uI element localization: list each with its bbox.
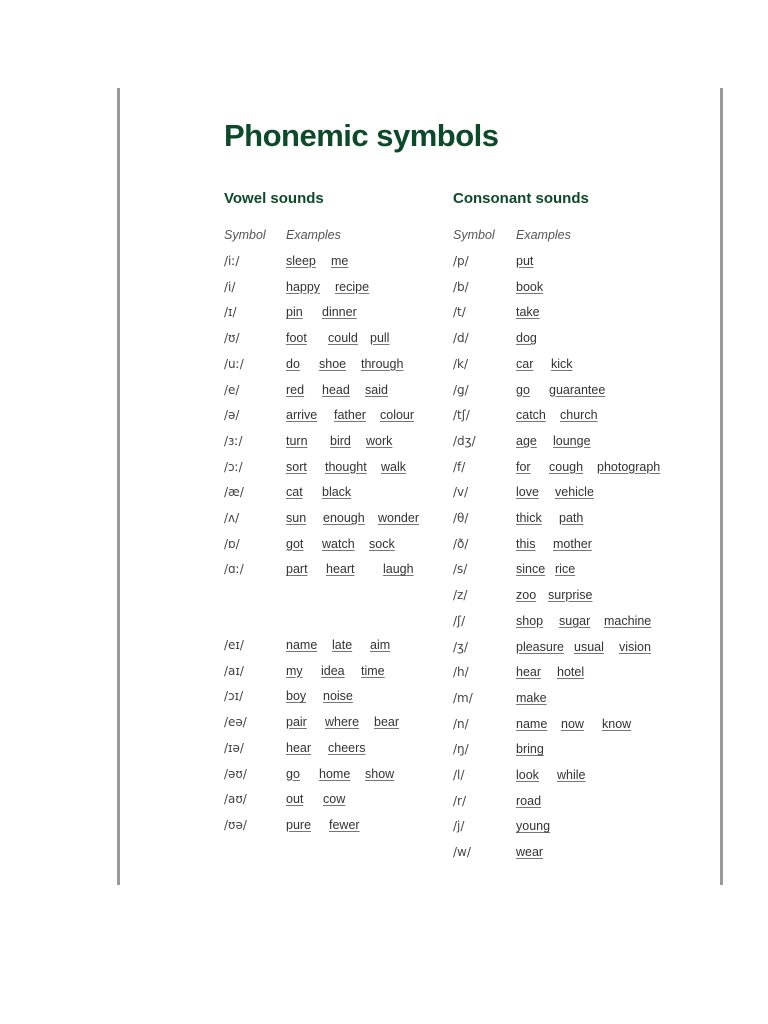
vowel-symbol: /ɑː/ [224, 562, 244, 577]
vowel-example-word: head [322, 382, 350, 397]
consonant-symbol: /dʒ/ [453, 433, 476, 448]
consonant-example-word: bring [516, 742, 544, 757]
consonant-example-word: usual [574, 639, 604, 654]
diphthong-example-word: go [286, 766, 300, 781]
diphthong-example-word: out [286, 792, 304, 807]
consonant-example-word: now [561, 716, 584, 731]
diphthong-example-word: bear [374, 715, 400, 730]
consonant-symbol: /w/ [453, 845, 471, 860]
vowel-example-word: thought [325, 459, 367, 474]
diphthong-symbol: /eə/ [224, 715, 247, 730]
diphthong-example-word: late [332, 638, 353, 652]
consonant-symbol: /ʒ/ [453, 639, 469, 654]
diphthong-symbol: /aɪ/ [224, 663, 244, 678]
diphthong-example-word: cheers [328, 740, 366, 755]
vowel-example-word: sleep [286, 254, 316, 268]
vowel-example-word: cat [286, 485, 303, 500]
diphthong-example-word: pure [286, 817, 312, 832]
consonant-row [453, 665, 693, 685]
vowel-example-word: bird [330, 433, 351, 448]
diphthong-row [224, 741, 464, 761]
vowel-row [224, 254, 464, 274]
vowel-symbol: /iː/ [224, 254, 240, 268]
consonant-row [453, 331, 693, 351]
vowel-example-word: foot [286, 331, 307, 346]
consonant-row [453, 254, 693, 274]
consonant-example-word: since [516, 562, 546, 577]
diphthong-example-word: name [286, 638, 318, 652]
consonant-symbol: /tʃ/ [453, 408, 470, 423]
consonant-row [453, 357, 693, 377]
vowel-example-word: walk [381, 459, 407, 474]
vowel-example-word: happy [286, 279, 321, 294]
consonant-symbol: /r/ [453, 793, 467, 808]
consonant-example-word: hotel [557, 665, 585, 680]
consonant-symbol: /z/ [453, 588, 468, 603]
vowel-example-word: enough [323, 511, 365, 525]
diphthong-row [224, 767, 464, 787]
diphthong-symbol: /aʊ/ [224, 792, 247, 807]
page-title: Phonemic symbols [224, 118, 499, 153]
diphthong-symbol: /ʊə/ [224, 817, 247, 832]
diphthong-row [224, 664, 464, 684]
consonant-symbol: /θ/ [453, 511, 469, 525]
diphthong-example-word: cow [323, 792, 346, 807]
consonant-row [453, 845, 693, 865]
vowel-symbol: /ɪ/ [224, 305, 237, 320]
consonant-row [453, 434, 693, 454]
consonant-row [453, 408, 693, 428]
page-border-right [720, 88, 723, 885]
vowel-example-word: part [286, 562, 308, 577]
consonant-row [453, 768, 693, 788]
consonant-example-word: age [516, 433, 537, 448]
vowel-sounds-heading: Vowel sounds [224, 190, 324, 207]
diphthong-symbol: /eɪ/ [224, 638, 244, 652]
consonant-example-word: cough [549, 459, 584, 474]
vowel-example-word: heart [326, 562, 355, 577]
consonant-example-word: vehicle [555, 485, 594, 500]
consonant-symbol: /p/ [453, 254, 469, 268]
vowel-example-word: arrive [286, 408, 318, 423]
consonant-example-word: machine [604, 613, 652, 628]
vowel-example-word: shoe [319, 356, 347, 371]
vowel-row [224, 383, 464, 403]
diphthong-row [224, 638, 464, 658]
vowel-example-word: watch [322, 536, 355, 551]
vowel-row [224, 562, 464, 582]
vowel-example-word: sock [369, 536, 395, 551]
diphthong-symbol: /əʊ/ [224, 766, 247, 781]
vowel-symbol: /ɜː/ [224, 433, 243, 448]
diphthong-row [224, 818, 464, 838]
vowel-example-word: pull [370, 331, 390, 346]
vowel-example-word: got [286, 536, 304, 551]
vowel-example-word: me [331, 254, 349, 268]
vowel-example-word: work [366, 433, 393, 448]
consonant-symbol: /ð/ [453, 536, 469, 551]
vowel-example-word: pin [286, 305, 303, 320]
consonant-symbol: /m/ [453, 690, 473, 705]
consonant-row [453, 383, 693, 403]
consonant-example-word: young [516, 819, 551, 834]
diphthong-row [224, 715, 464, 735]
vowel-symbol: /i/ [224, 279, 236, 294]
consonant-example-word: this [516, 536, 536, 551]
consonant-row [453, 460, 693, 480]
diphthong-example-word: where [325, 715, 360, 730]
consonant-sounds-heading: Consonant sounds [453, 190, 589, 207]
consonant-row [453, 614, 693, 634]
vowel-row [224, 460, 464, 480]
diphthong-example-word: home [319, 766, 351, 781]
consonant-symbol: /b/ [453, 279, 469, 294]
vowel-row [224, 511, 464, 531]
consonant-example-word: name [516, 716, 548, 731]
consonant-example-word: kick [551, 356, 573, 371]
vowel-row [224, 331, 464, 351]
vowel-symbol: /ɒ/ [224, 536, 240, 551]
consonant-symbol: /v/ [453, 485, 469, 500]
consonant-row [453, 742, 693, 762]
consonant-symbol: /s/ [453, 562, 468, 577]
vowel-symbol: /e/ [224, 382, 240, 397]
vowel-example-word: through [361, 356, 404, 371]
vowel-row [224, 434, 464, 454]
consonant-example-word: path [559, 511, 584, 525]
consonant-example-word: for [516, 459, 531, 474]
consonant-symbol: /ŋ/ [453, 742, 469, 757]
consonant-example-word: dog [516, 331, 537, 346]
diphthong-example-word: hear [286, 740, 312, 755]
vowel-row [224, 305, 464, 325]
consonant-example-word: car [516, 356, 534, 371]
consonant-symbol: /d/ [453, 331, 469, 346]
diphthong-example-word: fewer [329, 817, 360, 832]
consonant-example-word: vision [619, 639, 651, 654]
vowel-example-word: black [322, 485, 352, 500]
vowel-example-word: red [286, 382, 305, 397]
diphthong-row [224, 792, 467, 812]
diphthong-example-word: idea [321, 663, 345, 678]
vowel-row [224, 280, 464, 300]
diphthong-example-word: time [361, 663, 385, 678]
consonant-symbol: /j/ [453, 819, 465, 834]
consonant-symbol: /l/ [453, 768, 465, 782]
consonant-example-word: hear [516, 665, 542, 680]
consonant-example-word: look [516, 768, 539, 782]
consonant-example-word: lounge [553, 433, 591, 448]
vowel-symbol: /ʌ/ [224, 511, 240, 525]
vowel-example-word: could [328, 331, 358, 346]
diphthong-example-word: aim [370, 638, 391, 652]
consonant-symbol: /g/ [453, 382, 469, 397]
consonant-row [453, 794, 693, 814]
consonant-row [453, 819, 693, 839]
consonant-example-word: rice [555, 562, 576, 577]
consonant-example-word: zoo [516, 588, 537, 603]
vowel-symbol: /æ/ [224, 485, 244, 500]
consonant-row [453, 640, 693, 660]
consonant-example-word: make [516, 690, 547, 705]
consonant-example-word: surprise [548, 588, 593, 603]
vowel-symbol: /uː/ [224, 356, 244, 371]
diphthong-symbol: /ɪə/ [224, 740, 244, 755]
diphthong-example-word: my [286, 663, 303, 678]
vowel-symbol: /ɔː/ [224, 459, 243, 474]
vowel-row [224, 357, 464, 377]
consonant-example-word: take [516, 305, 540, 320]
vowel-example-word: turn [286, 433, 308, 448]
consonant-example-word: thick [516, 511, 542, 525]
consonant-example-word: know [602, 716, 632, 731]
consonant-example-word: mother [553, 536, 592, 551]
consonant-row [453, 588, 693, 608]
consonant-example-word: go [516, 382, 530, 397]
vowel-example-word: do [286, 356, 300, 371]
diphthong-example-word: boy [286, 689, 307, 704]
consonant-row [453, 485, 693, 505]
consonant-row [453, 537, 693, 557]
vowel-example-word: colour [380, 408, 415, 423]
vowel-example-word: sun [286, 511, 307, 525]
consonant-examples-header: Examples [516, 228, 571, 242]
consonant-example-word: love [516, 485, 539, 500]
consonant-symbol: /k/ [453, 356, 469, 371]
consonant-example-word: sugar [559, 613, 591, 628]
consonant-row [453, 717, 693, 737]
consonant-example-word: catch [516, 408, 546, 423]
consonant-example-word: church [560, 408, 598, 423]
consonant-example-word: photograph [597, 459, 661, 474]
consonant-row [453, 562, 693, 582]
vowel-symbol-header: Symbol [224, 228, 266, 242]
consonant-example-word: while [557, 768, 586, 782]
consonant-symbol: /ʃ/ [453, 613, 466, 628]
consonant-example-word: put [516, 254, 534, 268]
consonant-symbol: /h/ [453, 665, 469, 680]
vowel-row [224, 537, 464, 557]
consonant-symbol: /t/ [453, 305, 466, 320]
consonant-row [453, 280, 693, 300]
consonant-example-word: guarantee [549, 382, 606, 397]
vowel-example-word: dinner [322, 305, 357, 320]
vowel-example-word: said [365, 382, 388, 397]
consonant-example-word: road [516, 793, 542, 808]
vowel-example-word: wonder [378, 511, 419, 525]
diphthong-example-word: pair [286, 715, 307, 730]
vowel-examples-header: Examples [286, 228, 341, 242]
vowel-example-word: recipe [335, 279, 370, 294]
page-border-left [117, 88, 120, 885]
consonant-row [453, 511, 693, 531]
vowel-example-word: sort [286, 459, 307, 474]
consonant-row [453, 305, 693, 325]
diphthong-example-word: show [365, 766, 395, 781]
consonant-example-word: wear [516, 845, 544, 860]
consonant-example-word: book [516, 279, 544, 294]
consonant-symbol: /n/ [453, 716, 469, 731]
vowel-example-word: father [334, 408, 366, 423]
vowel-symbol: /ʊ/ [224, 331, 240, 346]
consonant-symbol-header: Symbol [453, 228, 495, 242]
diphthong-example-word: noise [323, 689, 353, 704]
consonant-example-word: pleasure [516, 639, 564, 654]
vowel-example-word: laugh [383, 562, 414, 577]
diphthong-symbol: /ɔɪ/ [224, 689, 244, 704]
vowel-symbol: /ə/ [224, 408, 240, 423]
vowel-row [224, 408, 464, 428]
diphthong-row [224, 689, 464, 709]
consonant-row [453, 691, 693, 711]
consonant-example-word: shop [516, 613, 544, 628]
vowel-row [224, 485, 464, 505]
consonant-symbol: /f/ [453, 459, 466, 474]
